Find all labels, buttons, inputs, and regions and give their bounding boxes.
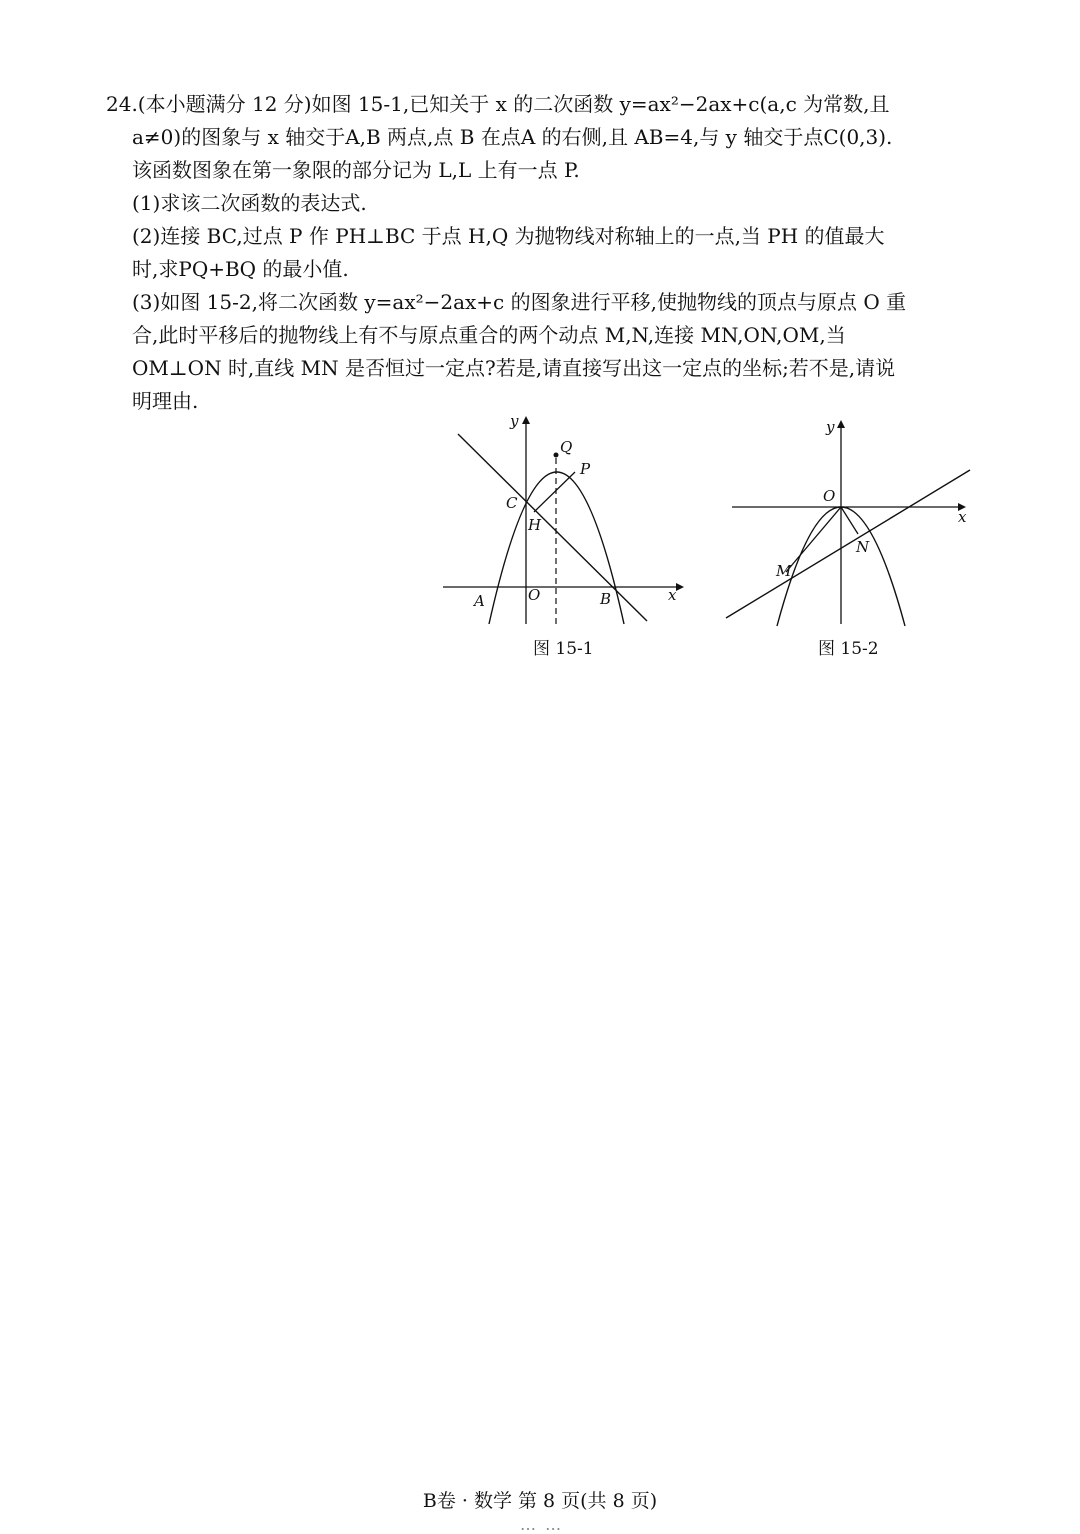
label-c: C	[506, 494, 518, 512]
figure-15-1	[440, 410, 700, 634]
label-y: y	[826, 418, 835, 436]
label-n: N	[856, 538, 870, 556]
y-axis-arrow	[522, 416, 530, 424]
label-o: O	[823, 487, 836, 505]
page-footer: B卷 · 数学 第 8 页(共 8 页)	[422, 1490, 658, 1512]
bottom-fragment: … …	[520, 1515, 564, 1534]
label-b: B	[600, 590, 612, 608]
figure-15-1-svg	[440, 410, 700, 630]
x-axis-arrow	[676, 583, 684, 591]
problem-line-9: OM⊥ON 时,直线 MN 是否恒过一定点?若是,请直接写出这一定点的坐标;若不是,请说	[132, 356, 896, 380]
label-a: A	[474, 592, 485, 610]
problem-line-8: 合,此时平移后的抛物线上有不与原点重合的两个动点 M,N,连接 MN,ON,OM,当	[132, 323, 846, 347]
label-m: M	[776, 562, 792, 580]
line-bc	[458, 434, 647, 621]
problem-text	[106, 88, 986, 418]
label-x: x	[958, 508, 967, 526]
segment-on	[841, 507, 858, 534]
problem-line-4: (1)求该二次函数的表达式.	[132, 191, 367, 215]
line-mn	[726, 470, 970, 618]
problem-line-3: 该函数图象在第一象限的部分记为 L,L 上有一点 P.	[132, 158, 580, 182]
figure-15-1-caption: 图 15-1	[533, 639, 594, 659]
problem-line-7: (3)如图 15-2,将二次函数 y=ax²−2ax+c 的图象进行平移,使抛物线的顶点与原点 O 重	[132, 290, 907, 314]
point-q	[554, 453, 559, 458]
label-o: O	[528, 586, 541, 604]
problem-line-5: (2)连接 BC,过点 P 作 PH⊥BC 于点 H,Q 为抛物线对称轴上的一点,当 PH 的值最大	[132, 224, 885, 248]
segment-ph	[534, 472, 575, 512]
y-axis-arrow	[837, 420, 845, 428]
label-x: x	[668, 586, 677, 604]
segment-om	[786, 507, 841, 572]
problem-line-2: a≠0)的图象与 x 轴交于A,B 两点,点 B 在点A 的右侧,且 AB=4,与 y 轴交于点C(0,3).	[132, 125, 893, 149]
problem-line-1: 24.(本小题满分 12 分)如图 15-1,已知关于 x 的二次函数 y=ax²−2ax+c(a,c 为常数,且	[106, 92, 890, 116]
figure-15-2-svg	[722, 414, 982, 630]
problem-line-6: 时,求PQ+BQ 的最小值.	[132, 257, 349, 281]
label-y: y	[510, 412, 519, 430]
figure-15-2-caption: 图 15-2	[818, 639, 879, 659]
label-h: H	[528, 516, 542, 534]
figure-15-2	[722, 414, 982, 634]
problem-line-10: 明理由.	[132, 389, 199, 413]
label-p: P	[580, 460, 591, 478]
label-q: Q	[560, 438, 573, 456]
